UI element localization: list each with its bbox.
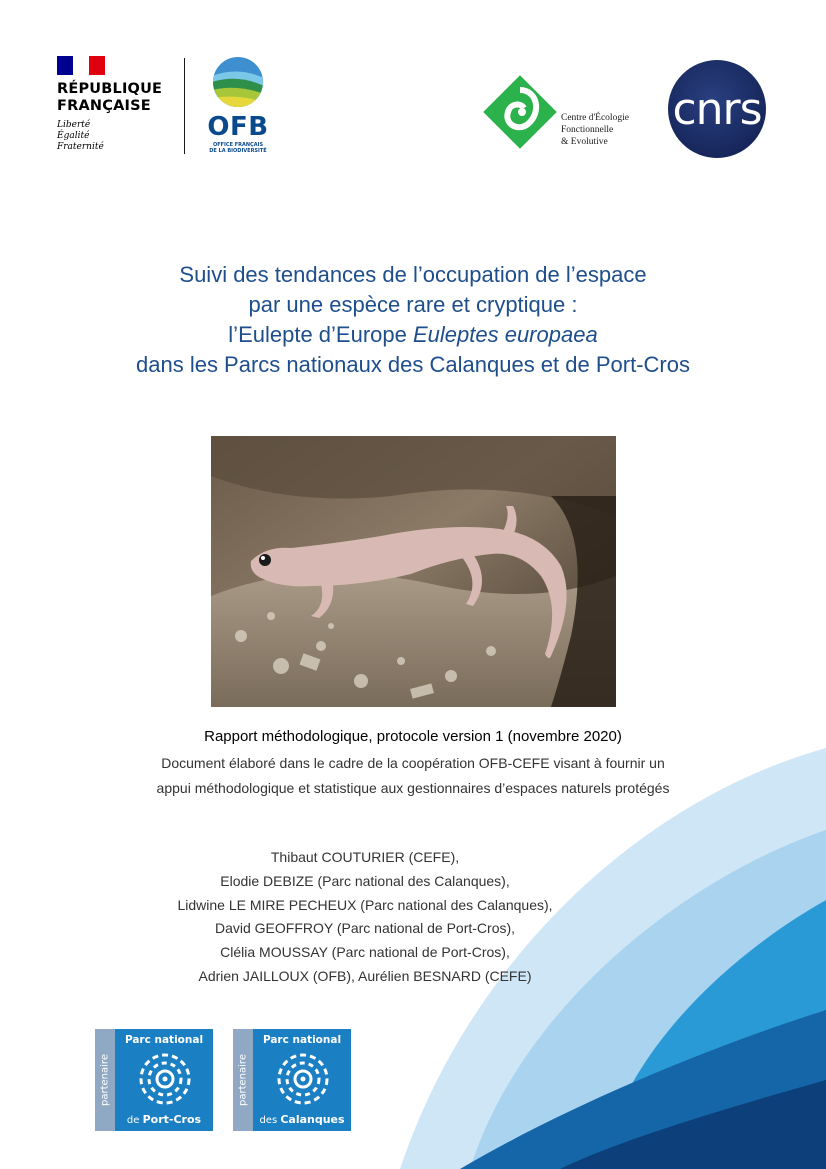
author-line: Adrien JAILLOUX (OFB), Aurélien BESNARD (CEFE) [198,967,532,984]
title-line-3: l’Eulepte d’Europe Euleptes europaea [228,322,598,347]
french-flag-icon [57,56,105,75]
ofb-acronym: OFB [207,112,269,142]
republique-francaise-logo [57,56,175,153]
ofb-subtitle: OFFICE FRANÇAIS DE LA BIODIVERSITÉ [209,142,267,154]
species-name: Euleptes europaea [412,322,598,347]
rf-motto: Liberté Égalité Fraternité [57,120,104,152]
author-line: Elodie DEBIZE (Parc national des Calanques), [220,872,510,889]
parc-national-port-cros-logo: partenaire Parc national de Port-Cros [95,1029,213,1131]
logo-divider [184,58,185,154]
gecko-photo [211,436,616,707]
author-line: Lidwine LE MIRE PECHEUX (Parc national des Calanques), [177,896,553,913]
cnrs-logo-icon [668,60,766,158]
spiral-icon [137,1051,193,1107]
report-title: Rapport méthodologique, protocole version 1 (novembre 2020) [204,728,622,745]
title-line-2: par une espèce rare et cryptique : [248,292,578,317]
rf-title: RÉPUBLIQUE FRANÇAISE [57,81,163,114]
author-line: Thibaut COUTURIER (CEFE), [270,849,460,865]
author-line: Clélia MOUSSAY (Parc national de Port-Cros), [220,944,510,961]
author-line: David GEOFFROY (Parc national de Port-Cros), [214,920,516,937]
report-description: Document élaboré dans le cadre de la coopération OFB-CEFE visant à fournir un appui méthodologique et statistique aux gestionnaires d’espaces naturels protégés [156,755,670,796]
gecko-eye [259,554,271,566]
title-line-1: Suivi des tendances de l’occupation de l’espace [179,262,647,287]
document-title [60,260,766,380]
authors-list [130,846,600,989]
ofb-globe-icon [212,56,264,108]
cefe-logo-text: Centre d'Écologie Fonctionnelle & Evolutive [561,113,629,147]
spiral-icon [275,1051,331,1107]
cnrs-logo-text: cnrs [672,83,762,135]
parc-national-calanques-logo: partenaire Parc national des Calanques [233,1029,351,1131]
title-line-4: dans les Parcs nationaux des Calanques et de Port-Cros [136,352,690,377]
cefe-logo-icon [482,74,558,150]
ofb-logo [198,56,278,154]
